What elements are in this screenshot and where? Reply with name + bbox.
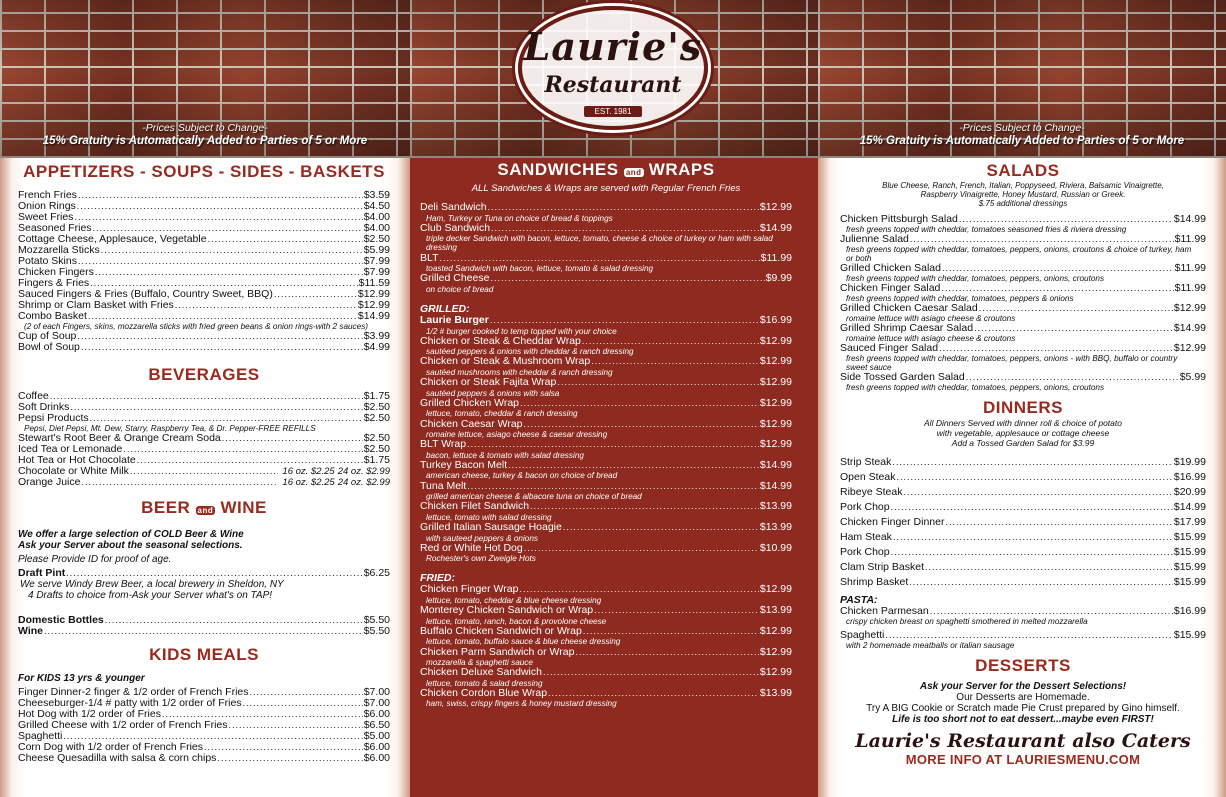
menu-item: Chicken Finger Dinner ..... $17.99 <box>840 515 1206 530</box>
salads-heading: SALADS <box>986 161 1060 180</box>
right-panel: SALADS Blue Cheese, Ranch, French, Italian, Poppyseed, Riviera, Balsamic Vinaigrette, Raspberry Vinaigrette, Honey Mustard, Russian or Greek. $.75 additional dressings Chicken Pittsburgh Salad ..... $14.99 fresh greens topped with cheddar, tomatoes seasoned fries & riviera dressing Julienne Salad ..... $11.99 fresh greens topped with cheddar, tomatoes, peppers, onions, croutons & choice of turkey, ham or both Grilled Chicken Salad ..... $11.99 fresh greens topped with cheddar, tomatoes, peppers, onions, croutons Chicken Finger Salad ..... $11.99 fresh greens topped with cheddar, tomatoes, peppers & onions Grilled Chicken Caesar Salad ..... $12.99 romaine lettuce with asiago cheese & croutons Grilled Shrimp Caesar Salad ..... $14.99 romaine lettuce with asiago cheese & croutons Sauced Finger Salad ..... $12.99 fresh greens topped with cheddar, tomatoes, peppers, onions - with BBQ, buffalo or country sweet sauce Side Tossed Garden Salad ..... $5.99 fresh greens topped with cheddar, tomatoes, peppers, onions, croutons DINNERS All Dinners Served with dinner roll & choice of potato with vegetable, applesauce or cottage cheese Add a Tossed Garden Salad for $3.99 Strip Steak ..... $19.99 Open Steak ..... $16.99 Ribeye Steak ..... $20.99 Pork Chop ..... $14.99 Chicken Finger Dinner ..... $17.99 Ham Steak ..... $15.99 Pork Chop ..... $15.99 Clam Strip Basket ..... $15.99 Shrimp Basket ..... $15.99 PASTA: Chicken Parmesan ..... $16.99 crispy chicken breast on spaghetti smothered in melted mozzarella Spaghetti ..... $15.99 with 2 homemade meatballs or italian sausage DESSERTS Ask your Server for the Dessert Selections! Our Desserts are Homemade. Try A BIG Cookie or Scratch made Pie Crust prepared by Gino himself. Life is too short not to eat dessert...maybe even FIRST! Laurie's Restaurant also Caters MORE INFO AT LAURIESMENU.COM <box>818 158 1226 797</box>
menu-item: Chicken Deluxe Sandwich ..... $12.99 <box>420 667 792 679</box>
menu-item: Pepsi Products ..... $2.50 <box>18 413 390 424</box>
menu-item: BLT Wrap ..... $12.99 <box>420 439 792 451</box>
menu-item: Open Steak ..... $16.99 <box>840 470 1206 485</box>
menu-item: Domestic Bottles ..... $5.50 <box>18 615 390 626</box>
appetizers-list <box>18 190 390 353</box>
menu-item: Clam Strip Basket ..... $15.99 <box>840 560 1206 575</box>
menu-item: Chicken Parm Sandwich or Wrap ..... $12.99 <box>420 647 792 659</box>
menu-item: Pork Chop ..... $15.99 <box>840 545 1206 560</box>
menu-item: Chicken Cordon Blue Wrap ..... $13.99 <box>420 688 792 700</box>
menu-item: Buffalo Chicken Sandwich or Wrap ..... $12.99 <box>420 626 792 638</box>
prices-banner-left: -Prices Subject to Change- 15% Gratuity is Automatically Added to Parties of 5 or More <box>42 122 368 147</box>
center-panel <box>410 158 818 797</box>
menu-item: Cheese Quesadilla with salsa & corn chips ..... $6.00 <box>18 753 390 764</box>
menu-item: Coffee ..... $1.75 <box>18 391 390 402</box>
menu-item: Strip Steak ..... $19.99 <box>840 455 1206 470</box>
menu-item: Hot Tea or Hot Chocolate ..... $1.75 <box>18 455 390 466</box>
menu-item: Chicken or Steak Fajita Wrap ..... $12.99 <box>420 377 792 389</box>
menu-item: Corn Dog with 1/2 order of French Fries ..... $6.00 <box>18 742 390 753</box>
menu-item: Sweet Fries ..... $4.00 <box>18 212 390 223</box>
menu-item: Cottage Cheese, Applesauce, Vegetable ..... $2.50 <box>18 234 390 245</box>
menu-item: Side Tossed Garden Salad ..... $5.99 <box>840 372 1206 383</box>
catering-tagline: Laurie's Restaurant also Caters <box>855 730 1191 752</box>
menu-item: Chicken Caesar Wrap ..... $12.99 <box>420 419 792 431</box>
menu-item: Stewart's Root Beer & Orange Cream Soda ..... $2.50 <box>18 433 390 444</box>
kids-meals-list: For KIDS 13 yrs & younger Finger Dinner-2 finger & 1/2 order of French Fries ..... $7.00 Cheeseburger-1/4 # patty with 1/2 order of Fries ..... $7.00 Hot Dog with 1/2 order of Fries ..... $6.00 Grilled Cheese with 1/2 order of French Fries ..... $6.50 Spaghetti ..... $5.00 Corn Dog with 1/2 order of French Fries ..... $6.00 Cheese Quesadilla with salsa & corn chips ..... $6.00 <box>18 673 390 764</box>
restaurant-logo: Laurie's Restaurant EST. 1981 <box>518 6 708 130</box>
appetizers-heading: APPETIZERS - SOUPS - SIDES - BASKETS <box>23 162 385 181</box>
left-panel <box>0 158 410 797</box>
menu-item: Orange Juice ..... 16 oz. $2.25 24 oz. $2.99 <box>18 477 390 488</box>
header-brick-right <box>818 0 1226 158</box>
menu-item: Club Sandwich ..... $14.99 <box>420 223 792 235</box>
menu-item: Cheeseburger-1/4 # patty with 1/2 order of Fries ..... $7.00 <box>18 698 390 709</box>
menu-item: Hot Dog with 1/2 order of Fries ..... $6.00 <box>18 709 390 720</box>
menu-item: Combo Basket ..... $14.99 <box>18 311 390 322</box>
fried-label: FRIED: <box>420 572 455 585</box>
website-link[interactable]: MORE INFO AT LAURIESMENU.COM <box>905 752 1141 767</box>
menu-item: BLT ..... $11.99 <box>420 253 792 265</box>
menu-item: Seasoned Fries ..... $4.00 <box>18 223 390 234</box>
menu-item: Grilled Cheese ..... $9.99 <box>420 273 792 285</box>
menu-item: Laurie Burger ..... $16.99 <box>420 315 792 327</box>
menu-item: Grilled Chicken Caesar Salad ..... $12.99 <box>840 303 1206 314</box>
salads-list: Chicken Pittsburgh Salad ..... $14.99 fresh greens topped with cheddar, tomatoes seasoned fries & riviera dressing Julienne Salad ..... $11.99 fresh greens topped with cheddar, tomatoes, peppers, onions, croutons & choice of turkey, ham or both Grilled Chicken Salad ..... $11.99 fresh greens topped with cheddar, tomatoes, peppers, onions, croutons Chicken Finger Salad ..... $11.99 fresh greens topped with cheddar, tomatoes, peppers & onions Grilled Chicken Caesar Salad ..... $12.99 romaine lettuce with asiago cheese & croutons Grilled Shrimp Caesar Salad ..... $14.99 romaine lettuce with asiago cheese & croutons Sauced Finger Salad ..... $12.99 fresh greens topped with cheddar, tomatoes, peppers, onions - with BBQ, buffalo or country sweet sauce Side Tossed Garden Salad ..... $5.99 fresh greens topped with cheddar, tomatoes, peppers, onions, croutons <box>840 214 1206 392</box>
menu-item: Grilled Chicken Wrap ..... $12.99 <box>420 398 792 410</box>
menu-item: Grilled Italian Sausage Hoagie ..... $13.99 <box>420 522 792 534</box>
menu-item: Potato Skins ..... $7.99 <box>18 256 390 267</box>
menu-item: Chicken Parmesan ..... $16.99 <box>840 606 1206 617</box>
beverages-list <box>18 391 390 488</box>
sandwiches-wraps-heading: SANDWICHES and WRAPS <box>497 160 715 179</box>
menu-item: Sauced Finger Salad ..... $12.99 <box>840 343 1206 354</box>
menu-item: Ribeye Steak ..... $20.99 <box>840 485 1206 500</box>
header-brick-left <box>0 0 410 158</box>
menu-item: Chicken Finger Wrap ..... $12.99 <box>420 584 792 596</box>
menu-item: Monterey Chicken Sandwich or Wrap ..... $13.99 <box>420 605 792 617</box>
beverages-heading: BEVERAGES <box>148 365 260 384</box>
menu-item: Grilled Shrimp Caesar Salad ..... $14.99 <box>840 323 1206 334</box>
menu-item: Pork Chop ..... $14.99 <box>840 500 1206 515</box>
menu-item: French Fries ..... $3.59 <box>18 190 390 201</box>
menu-item: Onion Rings ..... $4.50 <box>18 201 390 212</box>
beer-wine-heading: BEER and WINE <box>141 498 267 517</box>
grilled-label: GRILLED: <box>420 303 470 316</box>
menu-item: Grilled Chicken Salad ..... $11.99 <box>840 263 1206 274</box>
menu-item: Ham Steak ..... $15.99 <box>840 530 1206 545</box>
menu-item: Chicken Finger Salad ..... $11.99 <box>840 283 1206 294</box>
menu-item: Chocolate or White Milk ..... 16 oz. $2.25 24 oz. $2.99 <box>18 466 390 477</box>
menu-item: Bowl of Soup ..... $4.99 <box>18 342 390 353</box>
prices-banner-right: -Prices Subject to Change- 15% Gratuity is Automatically Added to Parties of 5 or More <box>859 122 1185 147</box>
menu-item: Chicken or Steak & Mushroom Wrap ..... $12.99 <box>420 356 792 368</box>
desserts-heading: DESSERTS <box>975 656 1071 675</box>
menu-item: Sauced Fingers & Fries (Buffalo, Country Sweet, BBQ) ..... $12.99 <box>18 289 390 300</box>
pepsi-note: Pepsi, Diet Pepsi, Mt. Dew, Starry, Raspberry Tea, & Dr. Pepper-FREE REFILLS <box>24 424 316 433</box>
menu-item: Chicken or Steak & Cheddar Wrap ..... $12.99 <box>420 336 792 348</box>
kids-meals-heading: KIDS MEALS <box>149 645 259 664</box>
menu-item: Shrimp or Clam Basket with Fries ..... $12.99 <box>18 300 390 311</box>
menu-item: Chicken Filet Sandwich ..... $13.99 <box>420 501 792 513</box>
sandwiches-list: Deli Sandwich ..... $12.99 Ham, Turkey or Tuna on choice of bread & toppings Club Sandwich ..... $14.99 triple decker Sandwich with bacon, lettuce, tomato, cheese & choice of turkey or ham with salad dressing BLT ..... $11.99 toasted Sandwich with bacon, lettuce, tomato & salad dressing Grilled Cheese ..... $9.99 on choice of bread <box>420 202 792 294</box>
menu-item: Julienne Salad ..... $11.99 <box>840 234 1206 245</box>
menu-item: Chicken Pittsburgh Salad ..... $14.99 <box>840 214 1206 225</box>
menu-item: Wine ..... $5.50 <box>18 626 390 637</box>
menu-item: Iced Tea or Lemonade ..... $2.50 <box>18 444 390 455</box>
menu-item: Red or White Hot Dog ..... $10.99 <box>420 543 792 555</box>
menu-item: Mozzarella Sticks ..... $5.99 <box>18 245 390 256</box>
menu-item: Chicken Fingers ..... $7.99 <box>18 267 390 278</box>
combo-note: (2 of each Fingers, skins, mozzarella sticks with fried green beans & onion rings-with 2 sauces) <box>24 322 369 331</box>
dinners-list: Strip Steak ..... $19.99 Open Steak ..... $16.99 Ribeye Steak ..... $20.99 Pork Chop ..... $14.99 Chicken Finger Dinner ..... $17.99 Ham Steak ..... $15.99 Pork Chop ..... $15.99 Clam Strip Basket ..... $15.99 Shrimp Basket ..... $15.99 PASTA: Chicken Parmesan ..... $16.99 crispy chicken breast on spaghetti smothered in melted mozzarella Spaghetti ..... $15.99 with 2 homemade meatballs or italian sausage <box>840 455 1206 650</box>
menu-item: Tuna Melt ..... $14.99 <box>420 481 792 493</box>
menu-item: Spaghetti ..... $15.99 <box>840 630 1206 641</box>
pasta-label: PASTA: <box>840 594 878 606</box>
menu-item: Soft Drinks ..... $2.50 <box>18 402 390 413</box>
menu-item: Shrimp Basket ..... $15.99 <box>840 575 1206 590</box>
menu-item: Spaghetti ..... $5.00 <box>18 731 390 742</box>
fried-list: Chicken Finger Wrap ..... $12.99 lettuce, tomato, cheddar & blue cheese dressing Monterey Chicken Sandwich or Wrap ..... $13.99 lettuce, tomato, ranch, bacon & provolone cheese Buffalo Chicken Sandwich or Wrap ..... $12.99 lettuce, tomato, buffalo sauce & blue cheese dressing Chicken Parm Sandwich or Wrap ..... $12.99 mozzarella & spaghetti sauce Chicken Deluxe Sandwich ..... $12.99 lettuce, tomato & salad dressing Chicken Cordon Blue Wrap ..... $13.99 ham, swiss, crispy fingers & honey mustard dressing <box>420 584 792 708</box>
dinners-heading: DINNERS <box>982 398 1063 417</box>
sandwiches-subtitle: ALL Sandwiches & Wraps are served with Regular French Fries <box>471 183 741 194</box>
menu-item: Fingers & Fries ..... $11.59 <box>18 278 390 289</box>
menu-item: Turkey Bacon Melt ..... $14.99 <box>420 460 792 472</box>
beer-wine-section: We offer a large selection of COLD Beer & Wine Ask your Server about the seasonal selections. Please Provide ID for proof of age. Draft Pint ..... $6.25 We serve Windy Brew Beer, a local brewery in Sheldon, NY 4 Drafts to choice from-Ask your Server what's on TAP! Domestic Bottles ..... $5.50 Wine ..... $5.50 <box>18 529 390 637</box>
desserts-section: Ask your Server for the Dessert Selections! Our Desserts are Homemade. Try A BIG Cookie or Scratch made Pie Crust prepared by Gino himself. Life is too short not to eat dessert...maybe even FIRST! <box>866 681 1180 725</box>
menu-item: Deli Sandwich ..... $12.99 <box>420 202 792 214</box>
grilled-list: Laurie Burger ..... $16.99 1/2 # burger cooked to temp topped with your choice Chicken or Steak & Cheddar Wrap ..... $12.99 sautéed peppers & onions with cheddar & ranch dressing Chicken or Steak & Mushroom Wrap ..... $12.99 sautéed mushrooms with cheddar & ranch dressing Chicken or Steak Fajita Wrap ..... $12.99 sautéed peppers & onions with salsa Grilled Chicken Wrap ..... $12.99 lettuce, tomato, cheddar & ranch dressing Chicken Caesar Wrap ..... $12.99 romaine lettuce, asiago cheese & caesar dressing BLT Wrap ..... $12.99 bacon, lettuce & tomato with salad dressing Turkey Bacon Melt ..... $14.99 american cheese, turkey & bacon on choice of bread Tuna Melt ..... $14.99 grilled american cheese & albacore tuna on choice of bread Chicken Filet Sandwich ..... $13.99 lettuce, tomato with salad dressing Grilled Italian Sausage Hoagie ..... $13.99 with sauteed peppers & onions Red or White Hot Dog ..... $10.99 Rochester's own Zweigle Hots <box>420 315 792 563</box>
menu-item: Grilled Cheese with 1/2 order of French Fries ..... $6.50 <box>18 720 390 731</box>
menu-item: Cup of Soup ..... $3.99 <box>18 331 390 342</box>
menu-item: Finger Dinner-2 finger & 1/2 order of French Fries ..... $7.00 <box>18 687 390 698</box>
menu-item: Draft Pint ..... $6.25 <box>18 568 390 579</box>
